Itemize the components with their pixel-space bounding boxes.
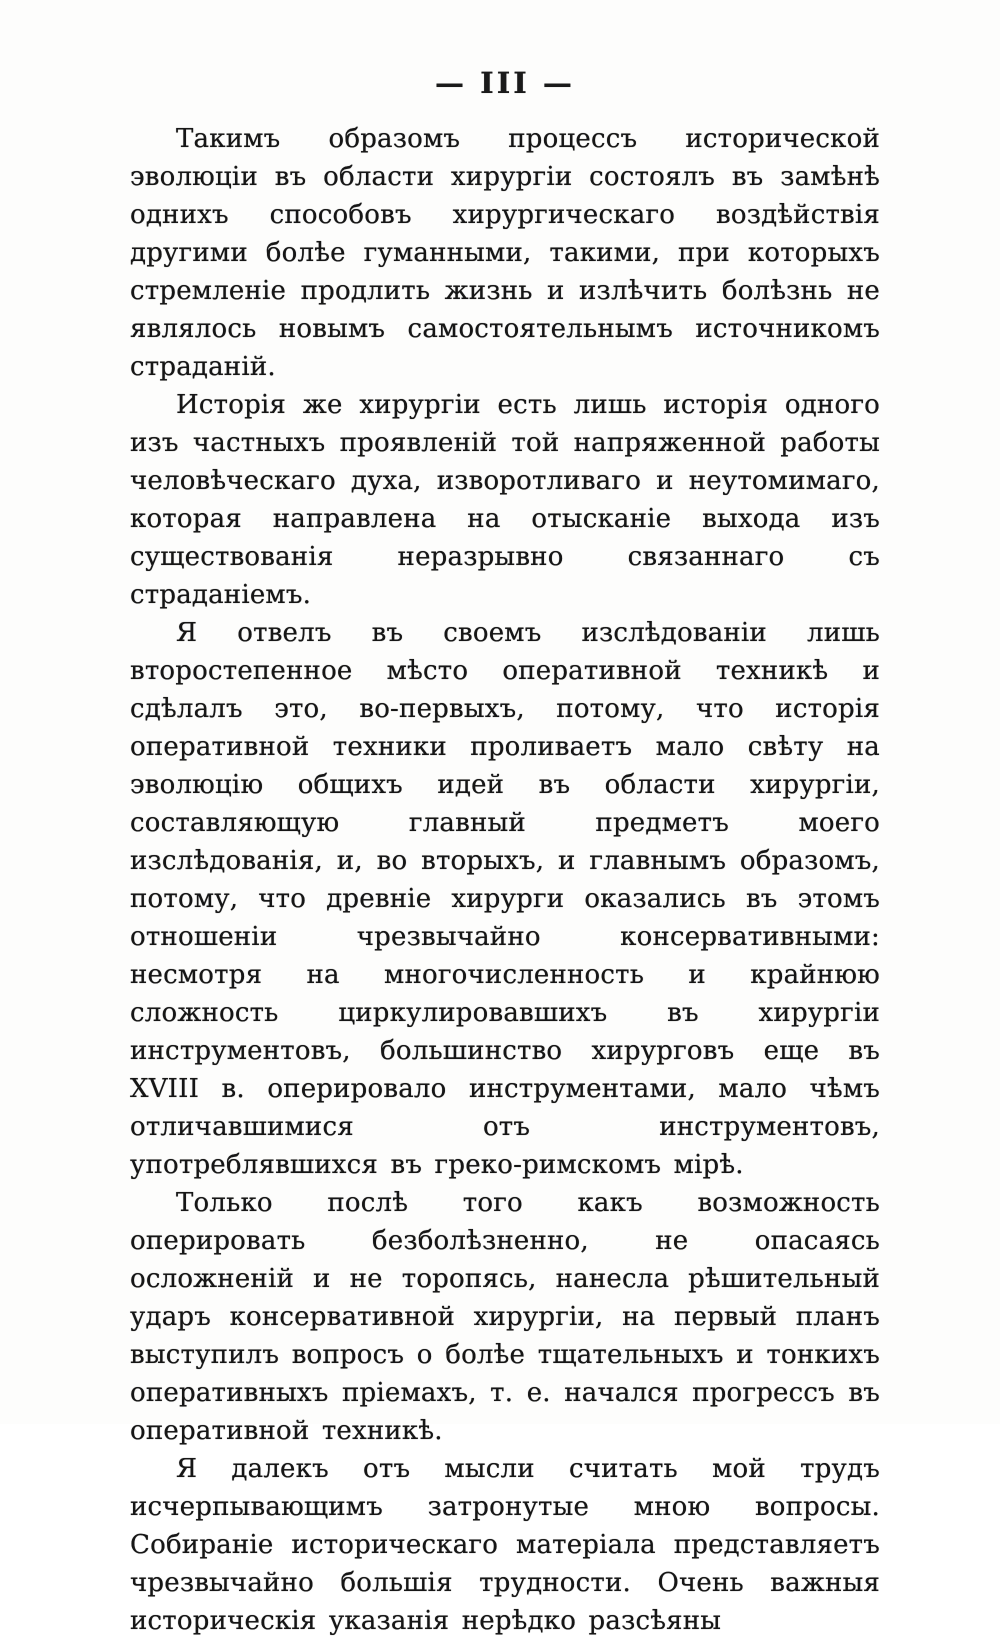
paragraph-2: Исторія же хирургіи есть лишь исторія одного изъ частныхъ проявленій той напряженной работы человѣческаго духа, изворотливаго и неутомимаго, которая направлена на отысканіе выхода изъ существованія неразрывно связаннаго съ страданіемъ.	[130, 390, 880, 610]
paragraph-4: Только послѣ того какъ возможность оперировать безболѣзненно, не опасаясь осложненій и не торопясь, нанесла рѣшительный ударъ консервативной хирургіи, на первый планъ выступилъ вопросъ о болѣе тщательныхъ и тонкихъ оперативныхъ пріемахъ, т. е. начался прогрессъ въ оперативной техникѣ.	[130, 1188, 880, 1446]
paragraph-3: Я отвелъ въ своемъ изслѣдованіи лишь второстепенное мѣсто оперативной техникѣ и сдѣлалъ это, во-первыхъ, потому, что исторія оперативной техники проливаетъ мало свѣту на эволюцію общихъ идей въ области хирургіи, составляющую главный предметъ моего изслѣдованія, и, во вторыхъ, и главнымъ образомъ, потому, что древніе хирурги оказались въ этомъ отношеніи чрезвычайно консервативными: несмотря на многочисленность и крайнюю сложность циркулировавшихъ въ хирургіи инструментовъ, большинство хирурговъ еще въ XVIII в. оперировало инструментами, мало чѣмъ отличавшимися отъ инструментовъ, употреблявшихся въ греко-римскомъ мірѣ.	[130, 618, 880, 1180]
page-number-header: — III —	[435, 66, 575, 100]
page-body-text	[130, 120, 880, 1640]
paragraph-5: Я далекъ отъ мысли считать мой трудъ исчерпывающимъ затронутые мною вопросы. Собираніе историческаго матеріала представляетъ чрезвычайно большія трудности. Очень важныя историческія указанія нерѣдко разсѣяны	[130, 1454, 880, 1636]
paragraph-1: Такимъ образомъ процессъ исторической эволюціи въ области хирургіи состоялъ въ замѣнѣ однихъ способовъ хирургическаго воздѣйствія другими болѣе гуманными, такими, при которыхъ стремленіе продлить жизнь и излѣчить болѣзнь не являлось новымъ самостоятельнымъ источникомъ страданій.	[130, 124, 880, 382]
